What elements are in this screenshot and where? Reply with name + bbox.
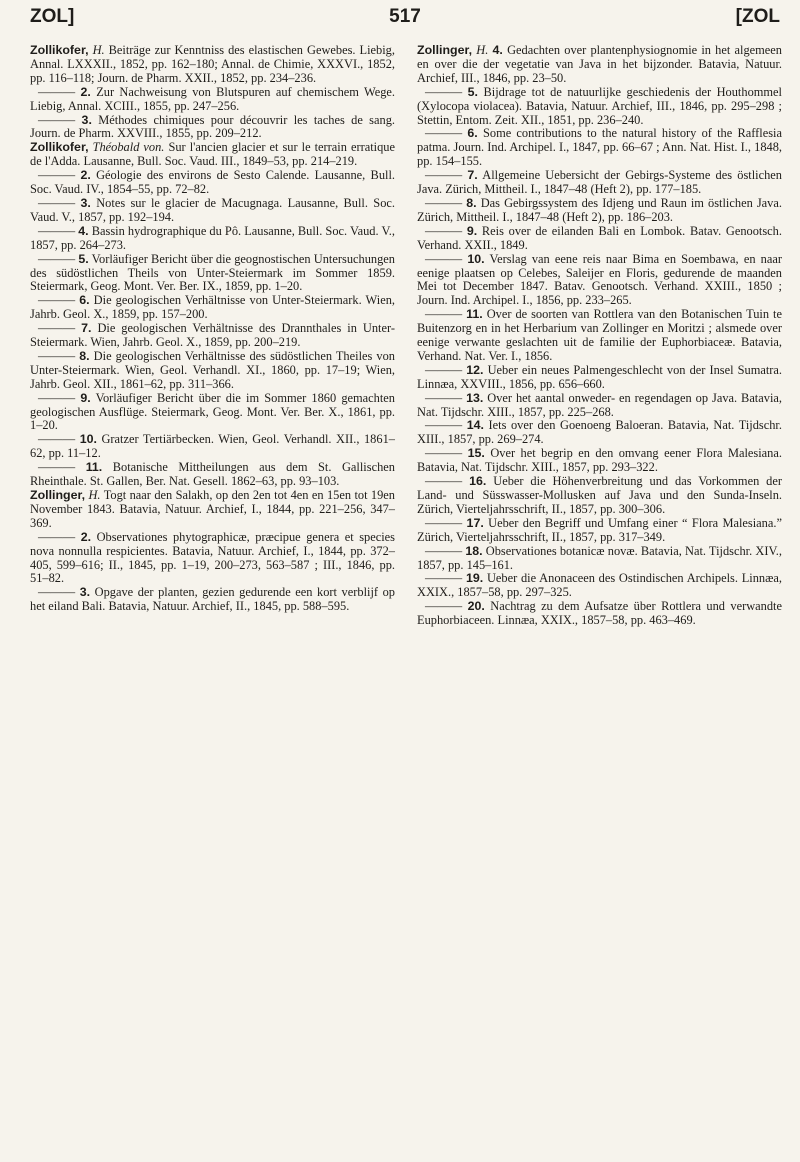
bibliography-entry [30,322,395,350]
bibliography-entry [417,308,782,364]
bibliography-entry [30,114,395,142]
repeat-dash: ——— [425,251,468,266]
right-column [417,44,782,628]
header-right: [ZOL [735,6,780,27]
entry-text: Vorläufiger Bericht über die im Sommer 1860 gemachten geologischen Ausflüge. Steiermark, Geog. Mont. Ver. Ber. X., 1861, pp. 1–20. [30,390,395,433]
bibliography-entry [417,517,782,545]
entry-text: Beiträge zur Kenntniss des elastischen Gewebes. Liebig, Annal. LXXXII., 1852, pp. 162–180; Annal. de Chimie, XXXVI., 1852, pp. 116–118; Journ. de Pharm. XXII., 1852, pp. 234–236. [30,43,395,85]
entry-text: Ueber ein neues Palmengeschlecht von der Insel Sumatra. Linnæa, XXVIII., 1856, pp. 656–660. [417,362,782,391]
entry-text: Over de soorten van Rottlera van den Botanischen Tuin te Buitenzorg en in het Herbarium van Zollinger en Moritzi ; alsmede over eenige verwante geslachten uit de familie der Euphorbiaceæ. Batavia, Verhand. Nat. Ver. I., 1856. [417,307,782,363]
left-column [30,44,395,614]
entry-number: 5. [467,84,478,99]
bibliography-entry [417,127,782,169]
repeat-dash: ——— [425,168,468,183]
bibliography-entry [417,86,782,128]
bibliography-entry [30,253,395,295]
bibliography-entry [417,475,782,517]
entry-text: Allgemeine Uebersicht der Gebirgs-Systeme des östlichen Java. Zürich, Mittheil. I., 1847–48 (Heft 2), pp. 177–185. [417,168,782,197]
bibliography-entry [30,141,395,169]
entry-number: 16. [469,474,487,489]
repeat-dash: ——— [425,571,466,586]
entry-number: 11. [466,307,483,322]
entry-text: Togt naar den Salakh, op den 2en tot 4en en 15en tot 19en November 1843. Batavia, Natuur. Archief, I., 1844, pp. 221–256, 347–369. [30,488,395,530]
entry-number: 7. [81,321,92,336]
repeat-dash: ——— [425,223,467,238]
repeat-dash: ——— [38,112,82,127]
entry-number: 6. [79,293,90,308]
entry-number: 3. [79,585,91,600]
repeat-dash: ——— [38,529,81,544]
bibliography-entry [417,169,782,197]
entry-author-initial: H. [476,43,489,57]
bibliography-entry [30,225,395,253]
bibliography-entry [30,531,395,587]
repeat-dash: ——— [38,168,81,183]
entry-number: 10. [79,432,97,447]
entry-text: Opgave der planten, gezien gedurende een kort verblijf op het eiland Bali. Batavia, Natuur. Archief, II., 1845, pp. 588–595. [30,585,395,614]
entry-number: 2. [80,529,92,544]
entry-author-initial: H. [88,488,101,502]
entry-number: 17. [466,515,484,530]
entry-author: Zollinger, [417,43,473,57]
repeat-dash: ——— [425,446,468,461]
bibliography-entry [30,392,395,434]
bibliography-entry [417,572,782,600]
entry-number: 2. [80,84,91,99]
entry-author: Zollikofer, [30,43,89,57]
repeat-dash: ——— [38,321,82,336]
entry-number: 2. [80,168,91,183]
repeat-dash: ——— [425,418,467,433]
bibliography-entry [417,364,782,392]
entry-number: 13. [466,390,484,405]
repeat-dash: ——— [38,195,81,210]
entry-number: 6. [467,126,478,141]
entry-number: 9. [466,223,478,238]
repeat-dash: ——— [425,390,467,405]
bibliography-entry [30,86,395,114]
bibliography-entry [30,197,395,225]
repeat-dash: ——— [425,362,467,377]
entry-text: Ueber die Anonaceen des Ostindischen Archipels. Linnæa, XXIX., 1857–58, pp. 297–325. [417,571,782,600]
entry-text: Some contributions to the natural history of the Rafflesia patma. Journ. Ind. Archipel. I., 1847, pp. 66–67 ; Ann. Nat. Hist. I., 1848, pp. 154–155. [417,126,782,169]
repeat-dash: ——— [425,543,466,558]
bibliography-entry [30,489,395,531]
entry-number: 14. [466,418,484,433]
repeat-dash: ——— [38,293,80,308]
entry-number: 18. [465,543,483,558]
entry-text: Over het aantal onweder- en regendagen op Java. Batavia, Nat. Tijdschr. XIII., 1857, pp. 225–268. [417,390,782,419]
entry-text: Nachtrag zu dem Aufsatze über Rottlera und verwandte Euphorbiaceen. Linnæa, XXIX., 1857–58, pp. 463–469. [417,599,782,628]
entry-text: Reis over de eilanden Bali en Lombok. Batav. Genootsch. Verhand. XXII., 1849. [417,223,782,252]
repeat-dash: ——— [38,432,80,447]
bibliography-entry [417,545,782,573]
repeat-dash: ——— [38,223,79,238]
entry-number: 10. [467,251,485,266]
entry-text: Verslag van eene reis naar Bima en Soembawa, en naar eenige plaatsen op Celebes, Saleijer en Floris, gedurende de maanden Mei tot December 1847. Batav. Genootsch. Verhand. XXIII., 1850 ; Journ. Ind. Archipel. I., 1856, pp. 233–265. [417,251,782,308]
entry-text: Botanische Mittheilungen aus dem St. Gallischen Rheinthale. St. Gallen, Ber. Nat. Gesell. 1862–63, pp. 93–103. [30,460,395,489]
entry-number: 8. [466,195,477,210]
header-left: ZOL] [30,6,75,27]
entry-text: Das Gebirgssystem des Idjeng und Raun im östlichen Java. Zürich, Mittheil. I., 1847–48 (Heft 2), pp. 186–203. [417,195,782,224]
bibliography-entry [30,461,395,489]
entry-text: Zur Nachweisung von Blutspuren auf chemischem Wege. Liebig, Annal. XCIII., 1855, pp. 247–256. [30,84,395,113]
bibliography-entry [417,447,782,475]
entry-number: 7. [467,168,478,183]
repeat-dash: ——— [425,195,467,210]
entry-text: Bassin hydrographique du Pô. Lausanne, Bull. Soc. Vaud. V., 1857, pp. 264–273. [30,223,395,252]
bibliography-entry [417,225,782,253]
repeat-dash: ——— [425,474,470,489]
entry-author-initial: Théobald von. [92,140,165,155]
entry-number: 8. [79,348,90,363]
entry-number: 4. [78,223,89,238]
entry-text: Iets over den Goenoeng Baloeran. Batavia, Nat. Tijdschr. XIII., 1857, pp. 269–274. [417,418,782,447]
entry-number: 4. [492,43,503,57]
entry-text: Over het begrip en den omvang eener Flora Malesiana. Batavia, Nat. Tijdschr. XIII., 1857, pp. 293–322. [417,446,782,475]
entry-text: Sur l'ancien glacier et sur le terrain erratique de l'Adda. Lausanne, Bull. Soc. Vaud. III., 1849–53, pp. 214–219. [30,140,396,169]
entry-text: Observationes phytographicæ, præcipue genera et species nova nonnulla respicientes. Batavia, Natuur. Archief, I., 1844, pp. 372–405, 599–616; II., 1845, pp. 1–19, 200–273, 563–587 ; III., 1846, pp. 51–82. [30,529,395,586]
bibliography-entry [30,44,395,86]
bibliography-entry [30,169,395,197]
entry-text: Bijdrage tot de natuurlijke geschiedenis der Houthommel (Xylocopa violacea). Batavia, Natuur. Archief, III., 1846, pp. 295–298 ; Stettin, Entom. Zeit. XII., 1851, pp. 236–240. [417,84,782,127]
running-header [30,6,780,36]
entry-text: Ueber den Begriff und Umfang einer “ Flora Malesiana.” Zürich, Vierteljahrsschrift, II., 1857, pp. 317–349. [417,515,782,544]
entry-number: 5. [78,251,89,266]
repeat-dash: ——— [425,515,467,530]
entry-number: 15. [467,446,485,461]
entry-author: Zollinger, [30,488,86,502]
entry-text: Gratzer Tertiärbecken. Wien, Geol. Verhandl. XII., 1861–62, pp. 11–12. [30,432,395,461]
entry-text: Notes sur le glacier de Macugnaga. Lausanne, Bull. Soc. Vaud. V., 1857, pp. 192–194. [30,195,395,224]
bibliography-entry [417,197,782,225]
entry-text: Gedachten over plantenphysiognomie in het algemeen en over die der vegetatie van Java in het bijzonder. Batavia, Natuur. Archief, III., 1846, pp. 23–50. [417,43,782,85]
page-number: 517 [389,6,421,27]
bibliography-entry [30,350,395,392]
entry-text: Géologie des environs de Sesto Calende. Lausanne, Bull. Soc. Vaud. IV., 1854–55, pp. 72–82. [30,168,395,197]
repeat-dash: ——— [38,348,80,363]
bibliography-entry [30,294,395,322]
bibliography-entry [30,586,395,614]
repeat-dash: ——— [425,307,467,322]
entry-text: Ueber die Höhenverbreitung und das Vorkommen der Land- und Süsswasser-Mollusken auf Java und den Sunda-Inseln. Zürich, Vierteljahrsschrift, II., 1857, pp. 300–306. [417,474,782,516]
repeat-dash: ——— [425,126,468,141]
entry-text: Die geologischen Verhältnisse von Unter-Steiermark. Wien, Jahrb. Geol. X., 1859, pp. 157–200. [30,293,395,322]
entry-text: Die geologischen Verhältnisse des südöstlichen Theiles von Unter-Steiermark. Wien, Geol. Verhandl. XI., 1860, pp. 17–19; Wien, Jahrb. Geol. XII., 1861–62, pp. 311–366. [30,348,395,391]
repeat-dash: ——— [425,84,468,99]
entry-text: Observationes botanicæ novæ. Batavia, Nat. Tijdschr. XIV., 1857, pp. 145–161. [417,543,782,572]
repeat-dash: ——— [38,251,79,266]
repeat-dash: ——— [38,84,81,99]
entry-number: 3. [80,195,91,210]
repeat-dash: ——— [38,585,80,600]
bibliography-entry [417,600,782,628]
bibliography-entry [30,433,395,461]
bibliography-entry [417,253,782,309]
entry-number: 9. [80,390,91,405]
entry-number: 11. [85,460,103,475]
repeat-dash: ——— [425,599,468,614]
entry-number: 19. [465,571,484,586]
bibliography-entry [417,392,782,420]
entry-author-initial: H. [92,43,105,57]
entry-text: Vorläufiger Bericht über die geognostischen Untersuchungen des südöstlichen Theils von Unter-Steiermark im Sommer 1859. Steiermark, Geog. Mont. Ver. Ber. IX., 1859, pp. 1–20. [30,251,395,294]
entry-number: 3. [81,112,92,127]
entry-number: 20. [467,599,485,614]
bibliography-entry [417,44,782,86]
repeat-dash: ——— [38,390,81,405]
entry-text: Méthodes chimiques pour découvrir les taches de sang. Journ. de Pharm. XXVIII., 1855, pp. 209–212. [30,112,395,141]
repeat-dash: ——— [38,460,86,475]
bibliography-entry [417,419,782,447]
entry-author: Zollikofer, [30,140,89,155]
entry-text: Die geologischen Verhältnisse des Drannthales in Unter-Steiermark. Wien, Jahrb. Geol. X., 1859, pp. 200–219. [30,321,395,350]
entry-number: 12. [466,362,484,377]
